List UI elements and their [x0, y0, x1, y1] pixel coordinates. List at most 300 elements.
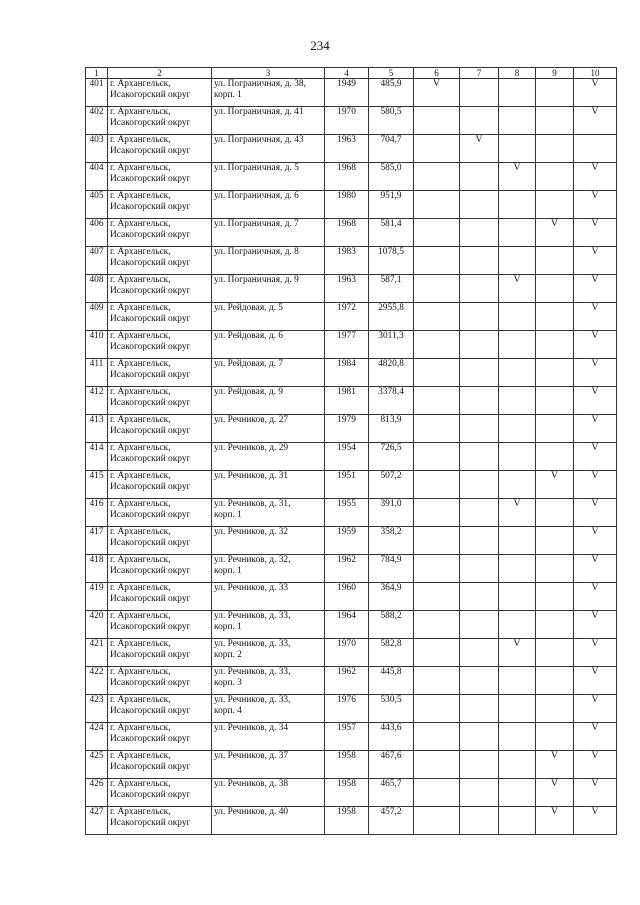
- locality-cell: [108, 331, 212, 359]
- col10-mark-cell: [574, 779, 617, 807]
- locality-text: Исакогорский округ: [110, 537, 191, 548]
- table-row: [86, 331, 617, 359]
- row-number-text: 405: [89, 191, 104, 201]
- area-text: 726,5: [380, 443, 402, 453]
- col10-mark-text: V: [591, 302, 599, 313]
- col7-mark-cell: [460, 387, 499, 415]
- year-text: 1962: [337, 667, 356, 677]
- address-cell: [212, 191, 325, 219]
- area-text: 585,0: [380, 163, 402, 173]
- locality-text: Исакогорский округ: [110, 341, 191, 352]
- col10-mark-cell: [574, 107, 617, 135]
- locality-cell: [108, 499, 212, 527]
- locality-cell: [108, 751, 212, 779]
- col6-mark-cell: [414, 359, 460, 387]
- area-text: 3378,4: [378, 387, 404, 397]
- area-text: 4820,8: [378, 359, 404, 369]
- locality-text: г. Архангельск,: [110, 555, 171, 565]
- col6-mark-cell: [414, 387, 460, 415]
- area-cell: [369, 751, 414, 779]
- col8-mark-cell: [499, 723, 536, 751]
- row-number-cell: [86, 247, 108, 275]
- address-text: ул. Рейдовая, д. 9: [214, 387, 283, 397]
- col8-mark-cell: [499, 135, 536, 163]
- col7-mark-cell: [460, 527, 499, 555]
- column-header: 8: [499, 68, 536, 79]
- row-number-text: 403: [89, 135, 104, 145]
- locality-text: г. Архангельск,: [110, 807, 171, 817]
- year-cell: [325, 555, 369, 583]
- year-cell: [325, 779, 369, 807]
- address-cell: [212, 107, 325, 135]
- col6-mark-cell: [414, 219, 460, 247]
- locality-cell: [108, 359, 212, 387]
- locality-cell: [108, 275, 212, 303]
- col10-mark-text: V: [591, 806, 599, 817]
- area-cell: [369, 779, 414, 807]
- column-header: 4: [325, 68, 369, 79]
- col10-mark-text: V: [591, 610, 599, 621]
- col8-mark-cell: [499, 527, 536, 555]
- col6-mark-cell: [414, 639, 460, 667]
- locality-text: г. Архангельск,: [110, 723, 171, 733]
- locality-cell: [108, 471, 212, 499]
- locality-text: Исакогорский округ: [110, 425, 191, 436]
- locality-cell: [108, 415, 212, 443]
- col10-mark-text: V: [591, 750, 599, 761]
- locality-cell: [108, 779, 212, 807]
- locality-text: г. Архангельск,: [110, 387, 171, 397]
- locality-cell: [108, 247, 212, 275]
- col7-mark-cell: [460, 583, 499, 611]
- area-cell: [369, 331, 414, 359]
- table-row: [86, 359, 617, 387]
- row-number-text: 424: [89, 723, 104, 733]
- row-number-text: 422: [89, 667, 104, 677]
- row-number-text: 427: [89, 807, 104, 817]
- address-cell: [212, 779, 325, 807]
- locality-cell: [108, 163, 212, 191]
- locality-text: Исакогорский округ: [110, 229, 191, 240]
- table-row: [86, 247, 617, 275]
- locality-cell: [108, 527, 212, 555]
- col9-mark-cell: [536, 303, 574, 331]
- year-cell: [325, 359, 369, 387]
- address-text: ул. Пограничная, д. 43: [214, 135, 304, 145]
- column-header: 7: [460, 68, 499, 79]
- col10-mark-text: V: [591, 638, 599, 649]
- address-cell: [212, 527, 325, 555]
- col9-mark-cell: [536, 415, 574, 443]
- row-number-cell: [86, 163, 108, 191]
- col8-mark-cell: [499, 779, 536, 807]
- col10-mark-cell: [574, 583, 617, 611]
- address-text: ул. Речников, д. 40: [214, 807, 289, 817]
- col10-mark-cell: [574, 359, 617, 387]
- col10-mark-text: V: [591, 470, 599, 481]
- table-row: [86, 779, 617, 807]
- locality-text: г. Архангельск,: [110, 667, 171, 677]
- col6-mark-text: V: [433, 78, 440, 89]
- col9-mark-text: V: [551, 750, 558, 761]
- table-row: [86, 639, 617, 667]
- col9-mark-cell: [536, 807, 574, 835]
- row-number-text: 415: [89, 471, 104, 481]
- row-number-text: 419: [89, 583, 104, 593]
- year-text: 1957: [337, 723, 356, 733]
- locality-text: Исакогорский округ: [110, 369, 191, 380]
- year-cell: [325, 611, 369, 639]
- area-cell: [369, 807, 414, 835]
- year-text: 1977: [337, 331, 356, 341]
- locality-text: г. Архангельск,: [110, 107, 171, 117]
- col10-mark-cell: [574, 471, 617, 499]
- col10-mark-cell: [574, 135, 617, 163]
- locality-cell: [108, 135, 212, 163]
- address-text: ул. Рейдовая, д. 5: [214, 303, 283, 313]
- col10-mark-text: V: [591, 694, 599, 705]
- row-number-text: 410: [89, 331, 104, 341]
- area-cell: [369, 667, 414, 695]
- col10-mark-text: V: [591, 246, 599, 257]
- col10-mark-cell: [574, 219, 617, 247]
- col10-mark-cell: [574, 555, 617, 583]
- col8-mark-cell: [499, 667, 536, 695]
- year-text: 1955: [337, 499, 356, 509]
- locality-cell: [108, 387, 212, 415]
- col8-mark-cell: [499, 387, 536, 415]
- area-text: 588,2: [380, 611, 402, 621]
- col9-mark-cell: [536, 779, 574, 807]
- col10-mark-text: V: [591, 498, 599, 509]
- col8-mark-cell: [499, 471, 536, 499]
- row-number-text: 413: [89, 415, 104, 425]
- address-cell: [212, 219, 325, 247]
- col10-mark-text: V: [591, 526, 599, 537]
- area-text: 951,9: [380, 191, 402, 201]
- locality-text: Исакогорский округ: [110, 481, 191, 492]
- row-number-cell: [86, 695, 108, 723]
- col6-mark-cell: [414, 807, 460, 835]
- row-number-cell: [86, 107, 108, 135]
- col9-mark-cell: [536, 163, 574, 191]
- row-number-cell: [86, 219, 108, 247]
- col7-mark-cell: [460, 135, 499, 163]
- col6-mark-cell: [414, 611, 460, 639]
- area-text: 580,5: [380, 107, 402, 117]
- address-cell: [212, 695, 325, 723]
- locality-text: Исакогорский округ: [110, 761, 191, 772]
- locality-cell: [108, 303, 212, 331]
- year-text: 1960: [337, 583, 356, 593]
- address-text: ул. Речников, д. 34: [214, 723, 289, 733]
- table-row: [86, 107, 617, 135]
- col10-mark-text: V: [591, 106, 599, 117]
- col10-mark-text: V: [591, 386, 599, 397]
- col8-mark-cell: [499, 359, 536, 387]
- area-cell: [369, 527, 414, 555]
- table-body: [86, 79, 617, 835]
- locality-text: Исакогорский округ: [110, 705, 191, 716]
- col7-mark-cell: [460, 471, 499, 499]
- row-number-cell: [86, 639, 108, 667]
- area-text: 485,9: [380, 79, 402, 89]
- year-cell: [325, 499, 369, 527]
- locality-cell: [108, 107, 212, 135]
- address-cell: [212, 583, 325, 611]
- locality-cell: [108, 639, 212, 667]
- address-text: корп. 1: [214, 621, 242, 632]
- year-text: 1983: [337, 247, 356, 257]
- col10-mark-cell: [574, 443, 617, 471]
- col10-mark-cell: [574, 527, 617, 555]
- col7-mark-cell: [460, 107, 499, 135]
- table-row: [86, 695, 617, 723]
- year-text: 1958: [337, 807, 356, 817]
- row-number-cell: [86, 415, 108, 443]
- locality-text: Исакогорский округ: [110, 397, 191, 408]
- col8-mark-cell: [499, 79, 536, 107]
- year-text: 1962: [337, 555, 356, 565]
- area-cell: [369, 107, 414, 135]
- table-row: [86, 191, 617, 219]
- col7-mark-cell: [460, 639, 499, 667]
- address-text: ул. Пограничная, д. 38,: [214, 79, 306, 89]
- col10-mark-text: V: [591, 778, 599, 789]
- col9-mark-cell: [536, 79, 574, 107]
- row-number-text: 425: [89, 751, 104, 761]
- area-text: 3011,3: [378, 331, 404, 341]
- col10-mark-cell: [574, 331, 617, 359]
- row-number-cell: [86, 723, 108, 751]
- area-text: 813,9: [380, 415, 402, 425]
- address-text: ул. Речников, д. 31: [214, 471, 289, 481]
- locality-cell: [108, 79, 212, 107]
- locality-cell: [108, 723, 212, 751]
- address-cell: [212, 667, 325, 695]
- address-text: ул. Рейдовая, д. 7: [214, 359, 283, 369]
- address-cell: [212, 359, 325, 387]
- year-text: 1981: [337, 387, 356, 397]
- area-cell: [369, 415, 414, 443]
- year-cell: [325, 695, 369, 723]
- row-number-text: 414: [89, 443, 104, 453]
- locality-text: Исакогорский округ: [110, 733, 191, 744]
- locality-text: Исакогорский округ: [110, 677, 191, 688]
- address-cell: [212, 723, 325, 751]
- area-cell: [369, 163, 414, 191]
- table-row: [86, 667, 617, 695]
- address-text: ул. Речников, д. 37: [214, 751, 289, 761]
- year-cell: [325, 471, 369, 499]
- col9-mark-cell: [536, 611, 574, 639]
- col9-mark-cell: [536, 387, 574, 415]
- col8-mark-cell: [499, 219, 536, 247]
- address-text: корп. 1: [214, 565, 242, 576]
- year-cell: [325, 387, 369, 415]
- col10-mark-text: V: [591, 722, 599, 733]
- locality-text: г. Архангельск,: [110, 779, 171, 789]
- col9-mark-cell: [536, 135, 574, 163]
- area-text: 358,2: [380, 527, 402, 537]
- column-header: 5: [369, 68, 414, 79]
- year-cell: [325, 163, 369, 191]
- area-text: 530,5: [380, 695, 402, 705]
- row-number-text: 406: [89, 219, 104, 229]
- col9-mark-cell: [536, 555, 574, 583]
- column-number-row: [86, 68, 617, 79]
- col6-mark-cell: [414, 695, 460, 723]
- row-number-cell: [86, 303, 108, 331]
- year-cell: [325, 723, 369, 751]
- area-text: 2955,8: [378, 303, 404, 313]
- col8-mark-cell: [499, 499, 536, 527]
- locality-cell: [108, 667, 212, 695]
- col10-mark-cell: [574, 723, 617, 751]
- col10-mark-cell: [574, 499, 617, 527]
- locality-text: Исакогорский округ: [110, 789, 191, 800]
- area-text: 704,7: [380, 135, 402, 145]
- area-cell: [369, 471, 414, 499]
- locality-text: г. Архангельск,: [110, 331, 171, 341]
- col10-mark-cell: [574, 695, 617, 723]
- row-number-text: 416: [89, 499, 104, 509]
- locality-text: г. Архангельск,: [110, 639, 171, 649]
- address-cell: [212, 639, 325, 667]
- col7-mark-cell: [460, 163, 499, 191]
- area-text: 465,7: [380, 779, 402, 789]
- locality-cell: [108, 443, 212, 471]
- col10-mark-cell: [574, 611, 617, 639]
- table-row: [86, 387, 617, 415]
- col10-mark-cell: [574, 247, 617, 275]
- col6-mark-cell: [414, 527, 460, 555]
- year-text: 1951: [337, 471, 356, 481]
- locality-text: Исакогорский округ: [110, 145, 191, 156]
- col8-mark-cell: [499, 695, 536, 723]
- row-number-text: 423: [89, 695, 104, 705]
- row-number-text: 407: [89, 247, 104, 257]
- housing-table: [85, 67, 617, 835]
- col10-mark-cell: [574, 163, 617, 191]
- locality-text: Исакогорский округ: [110, 453, 191, 464]
- locality-text: г. Архангельск,: [110, 219, 171, 229]
- col6-mark-cell: [414, 723, 460, 751]
- year-cell: [325, 275, 369, 303]
- address-text: корп. 1: [214, 509, 242, 520]
- row-number-cell: [86, 135, 108, 163]
- year-cell: [325, 247, 369, 275]
- locality-text: Исакогорский округ: [110, 509, 191, 520]
- address-cell: [212, 611, 325, 639]
- row-number-cell: [86, 807, 108, 835]
- col7-mark-cell: [460, 751, 499, 779]
- col8-mark-text: V: [513, 274, 521, 285]
- row-number-cell: [86, 779, 108, 807]
- year-cell: [325, 107, 369, 135]
- col8-mark-cell: [499, 163, 536, 191]
- table-row: [86, 583, 617, 611]
- address-cell: [212, 499, 325, 527]
- column-header: 9: [536, 68, 574, 79]
- column-header: 2: [108, 68, 212, 79]
- col7-mark-text: V: [475, 134, 483, 145]
- col8-mark-cell: [499, 331, 536, 359]
- col6-mark-cell: [414, 275, 460, 303]
- row-number-text: 420: [89, 611, 104, 621]
- address-cell: [212, 387, 325, 415]
- col9-mark-cell: [536, 695, 574, 723]
- address-text: ул. Речников, д. 33,: [214, 611, 291, 621]
- address-text: ул. Речников, д. 33,: [214, 639, 291, 649]
- col9-mark-cell: [536, 751, 574, 779]
- col7-mark-cell: [460, 443, 499, 471]
- col7-mark-cell: [460, 191, 499, 219]
- col8-mark-cell: [499, 107, 536, 135]
- col9-mark-cell: [536, 275, 574, 303]
- col7-mark-cell: [460, 303, 499, 331]
- col8-mark-text: V: [513, 638, 521, 649]
- col6-mark-cell: [414, 471, 460, 499]
- locality-text: Исакогорский округ: [110, 593, 191, 604]
- col6-mark-cell: [414, 415, 460, 443]
- address-text: ул. Речников, д. 33,: [214, 667, 291, 677]
- row-number-text: 408: [89, 275, 104, 285]
- locality-text: Исакогорский округ: [110, 817, 191, 828]
- year-text: 1958: [337, 751, 356, 761]
- col6-mark-cell: [414, 583, 460, 611]
- col6-mark-cell: [414, 191, 460, 219]
- address-text: ул. Речников, д. 27: [214, 415, 289, 425]
- address-cell: [212, 79, 325, 107]
- col9-mark-text: V: [551, 778, 558, 789]
- row-number-cell: [86, 555, 108, 583]
- col7-mark-cell: [460, 247, 499, 275]
- table-row: [86, 135, 617, 163]
- locality-text: г. Архангельск,: [110, 135, 171, 145]
- col8-mark-cell: [499, 275, 536, 303]
- col8-mark-cell: [499, 555, 536, 583]
- row-number-text: 421: [89, 639, 104, 649]
- area-cell: [369, 639, 414, 667]
- address-text: ул. Речников, д. 33: [214, 583, 289, 593]
- area-cell: [369, 79, 414, 107]
- col6-mark-cell: [414, 499, 460, 527]
- locality-text: г. Архангельск,: [110, 79, 171, 89]
- col10-mark-cell: [574, 415, 617, 443]
- col10-mark-text: V: [591, 442, 599, 453]
- area-text: 364,9: [380, 583, 402, 593]
- address-text: корп. 2: [214, 649, 242, 660]
- table-row: [86, 415, 617, 443]
- area-cell: [369, 695, 414, 723]
- address-cell: [212, 415, 325, 443]
- year-cell: [325, 443, 369, 471]
- year-text: 1970: [337, 639, 356, 649]
- table-row: [86, 219, 617, 247]
- col8-mark-cell: [499, 639, 536, 667]
- col7-mark-cell: [460, 779, 499, 807]
- col9-mark-cell: [536, 331, 574, 359]
- col7-mark-cell: [460, 695, 499, 723]
- col9-mark-cell: [536, 667, 574, 695]
- col10-mark-text: V: [591, 330, 599, 341]
- locality-text: Исакогорский округ: [110, 285, 191, 296]
- address-text: ул. Речников, д. 38: [214, 779, 289, 789]
- locality-text: г. Архангельск,: [110, 247, 171, 257]
- address-cell: [212, 331, 325, 359]
- year-cell: [325, 583, 369, 611]
